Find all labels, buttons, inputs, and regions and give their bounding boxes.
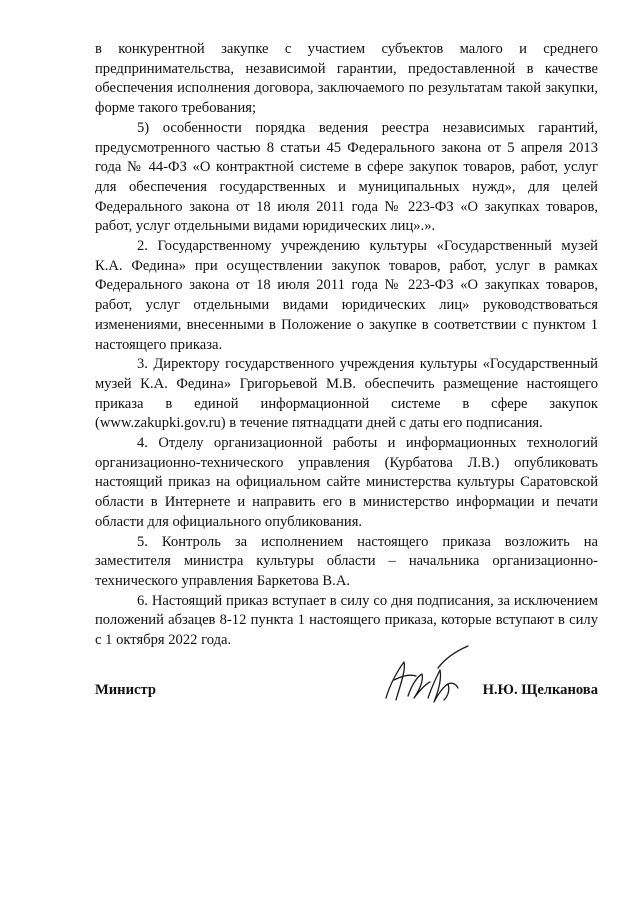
paragraph-clause-5: 5. Контроль за исполнением настоящего приказа возложить на заместителя министра культуры области – начальника организационно-технического управления Баркетова В.А. bbox=[95, 533, 598, 589]
signatory-name: Н.Ю. Щелканова bbox=[482, 682, 598, 698]
document-body bbox=[95, 40, 598, 651]
signatory-title: Министр bbox=[95, 682, 156, 698]
paragraph-clause-2: 2. Государственному учреждению культуры «Государственный музей К.А. Федина» при осуществлении закупок товаров, работ, услуг в рамках Федерального закона от 18 июля 2011 года № 223-ФЗ «О закупках товаров, работ, услуг отдельными видами юридических лиц» руководствоваться изменениями, внесенными в Положение о закупке в соответствии с пунктом 1 настоящего приказа. bbox=[95, 238, 598, 353]
signature-row bbox=[95, 682, 598, 706]
paragraph-clause-4: 4. Отделу организационной работы и информационных технологий организационно-технического управления (Курбатова Л.В.) опубликовать настоящий приказ на официальном сайте министерства культуры Саратовской области в Интернете и направить его в министерство информации и печати области для официального опубликования. bbox=[95, 435, 598, 530]
paragraph-continuation: в конкурентной закупке с участием субъектов малого и среднего предпринимательства, независимой гарантии, предоставленной в качестве обеспечения исполнения договора, заключаемого по результатам такой закупки, форме такого требования; bbox=[95, 41, 598, 117]
paragraph-clause-6: 6. Настоящий приказ вступает в силу со дня подписания, за исключением положений абзацев 8-12 пункта 1 настоящего приказа, которые вступают в силу с 1 октября 2022 года. bbox=[95, 592, 598, 649]
paragraph-item-5: 5) особенности порядка ведения реестра независимых гарантий, предусмотренного частью 8 статьи 45 Федерального закона от 5 апреля 2013 года № 44-ФЗ «О контрактной системе в сфере закупок товаров, работ, услуг для обеспечения государственных и муниципальных нужд», для целей Федерального закона от 18 июля 2011 года № 223-ФЗ «О закупках товаров, работ, услуг отдельными видами юридических лиц».». bbox=[95, 119, 598, 235]
paragraph-clause-3: 3. Директору государственного учреждения культуры «Государственный музей К.А. Федина» Григорьевой М.В. обеспечить размещение настоящего приказа в единой информационной системе в сфере закупок (www.zakupki.gov.ru) в течение пятнадцати дней с даты его подписания. bbox=[95, 356, 598, 432]
handwritten-signature bbox=[378, 640, 474, 718]
